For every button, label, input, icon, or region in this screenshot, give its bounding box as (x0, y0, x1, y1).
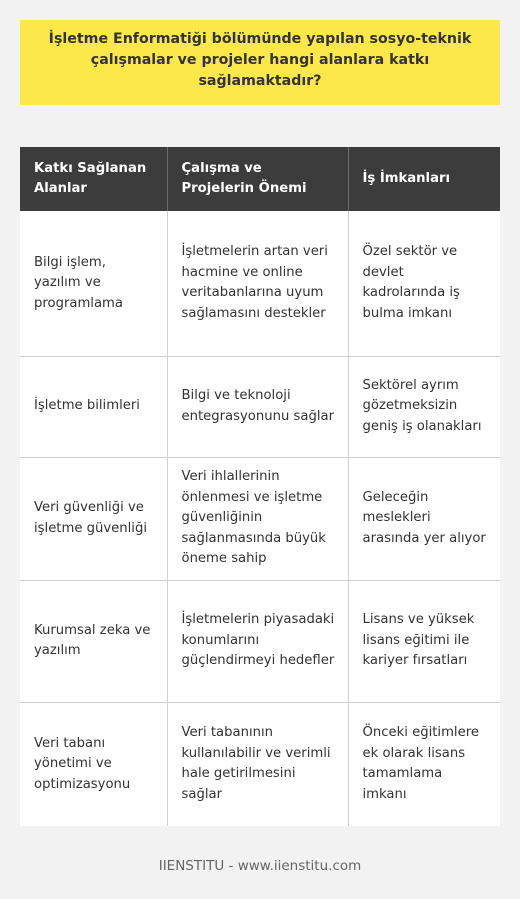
table-header-row (20, 147, 500, 211)
table-row (20, 356, 500, 457)
table-cell: Geleceğin meslekleri arasında yer alıyor (348, 457, 500, 580)
table-cell: Bilgi işlem, yazılım ve programlama (20, 211, 167, 356)
table-cell: Veri güvenliği ve işletme güvenliği (20, 457, 167, 580)
table-cell: İşletmelerin piyasadaki konumlarını güçlendirmeyi hedefler (167, 580, 348, 702)
table-cell: Veri tabanı yönetimi ve optimizasyonu (20, 702, 167, 826)
contribution-table (20, 147, 500, 826)
page-title: İşletme Enformatiği bölümünde yapılan sosyo-teknik çalışmalar ve projeler hangi alanlara katkı sağlamaktadır? (48, 31, 472, 89)
table-cell: Bilgi ve teknoloji entegrasyonunu sağlar (167, 356, 348, 457)
table-cell: İşletme bilimleri (20, 356, 167, 457)
column-header-importance: Çalışma ve Projelerin Önemi (167, 147, 348, 211)
table-cell: İşletmelerin artan veri hacmine ve online veritabanlarına uyum sağlamasını destekler (167, 211, 348, 356)
title-banner (20, 20, 500, 105)
column-header-areas: Katkı Sağlanan Alanlar (20, 147, 167, 211)
footer-credit: IIENSTITU - www.iienstitu.com (158, 858, 362, 874)
table-cell: Veri ihlallerinin önlenmesi ve işletme güvenliğinin sağlanmasında büyük öneme sahip (167, 457, 348, 580)
table-cell: Sektörel ayrım gözetmeksizin geniş iş olanakları (348, 356, 500, 457)
table-cell: Önceki eğitimlere ek olarak lisans tamamlama imkanı (348, 702, 500, 826)
table-cell: Özel sektör ve devlet kadrolarında iş bulma imkanı (348, 211, 500, 356)
column-header-job-opportunities: İş İmkanları (348, 147, 500, 211)
table-row (20, 457, 500, 580)
table-row (20, 211, 500, 356)
table-row (20, 580, 500, 702)
table-cell: Kurumsal zeka ve yazılım (20, 580, 167, 702)
table-cell: Veri tabanının kullanılabilir ve verimli hale getirilmesini sağlar (167, 702, 348, 826)
table-cell: Lisans ve yüksek lisans eğitimi ile kariyer fırsatları (348, 580, 500, 702)
table-row (20, 702, 500, 826)
